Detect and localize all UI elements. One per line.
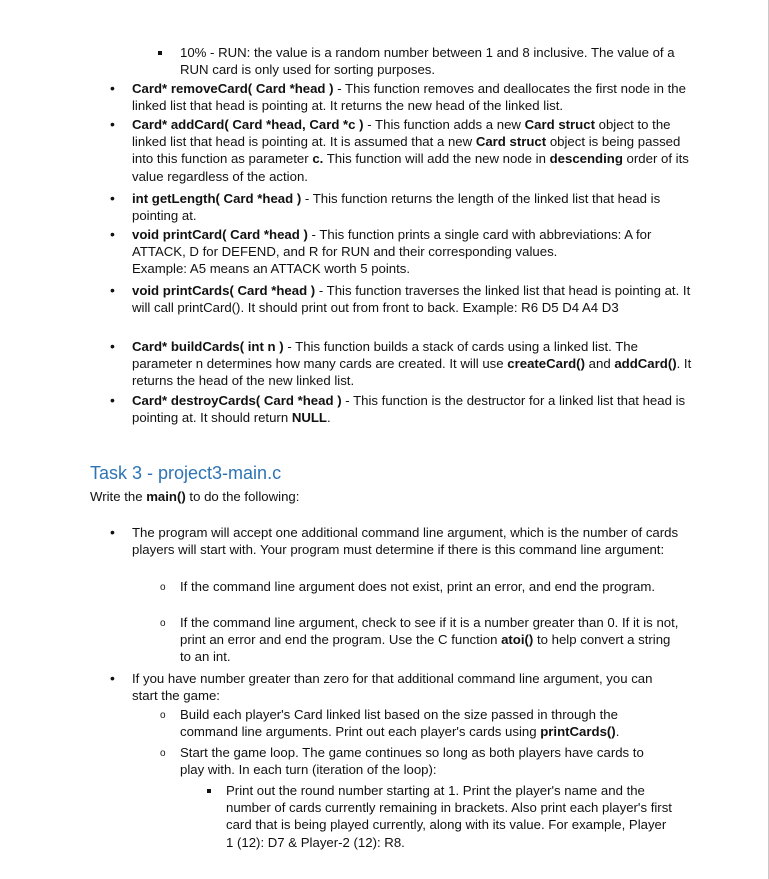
fn-add-card <box>132 116 692 185</box>
bold-term: addCard() <box>614 356 677 372</box>
fn-signature: Card* destroyCards( Card *head ) <box>132 393 342 408</box>
bold-term: descending <box>549 151 623 167</box>
sub-text: . <box>615 724 620 740</box>
intro-text: Write the <box>90 489 147 504</box>
bold-term: Card struct <box>475 134 547 150</box>
task3-bullet-1: The program will accept one additional command line argument, which is the number of cards players will start with. Your program must determine if there is this command line argument: <box>132 525 679 558</box>
task3-intro <box>90 488 299 505</box>
bold-term: c. <box>312 151 324 167</box>
fn-print-cards <box>132 282 692 316</box>
fn-description: object is being passed into this function as parameter <box>132 134 681 167</box>
task3-bullet-2-sub-1 <box>180 706 650 740</box>
fn-signature: Card* addCard( Card *head, Card *c ) <box>132 117 364 132</box>
fn-build-cards <box>132 338 692 390</box>
fn-signature: void printCards( Card *head ) <box>132 283 316 298</box>
sub-text: to help convert a string to an int. <box>180 632 671 665</box>
bold-term: NULL <box>291 410 327 426</box>
fn-description: - This function prints a single card with abbreviations: A for ATTACK, D for DEFEND, and R for RUN and their corresponding values. <box>132 227 652 260</box>
fn-description: - This function is the destructor for a linked list that head is pointing at. It should return <box>132 393 686 426</box>
fn-remove-card <box>132 80 692 114</box>
bold-term: atoi() <box>501 632 534 648</box>
fn-description: order of its value regardless of the action. <box>132 151 689 184</box>
bold-term: main() <box>146 489 186 504</box>
fn-description: - This function adds a new <box>363 117 525 132</box>
fn-description: . It returns the head of the new linked list. <box>132 356 692 389</box>
task3-bullet-2-sub-2: Start the game loop. The game continues so long as both players have cards to play with. In each turn (iteration of the loop): <box>180 745 644 778</box>
sub-text: Build each player's Card linked list based on the size passed in through the command line arguments. Print out each player's cards using <box>180 707 618 740</box>
bold-term: Card struct <box>524 117 595 132</box>
intro-text: to do the following: <box>185 489 300 504</box>
task3-heading: Task 3 - project3-main.c <box>90 463 282 483</box>
bold-term: createCard() <box>507 356 585 372</box>
fn-description: - This function builds a stack of cards using a linked list. The parameter n determines how many cards are created. It will use <box>132 339 638 372</box>
run-text: 10% - RUN: the value is a random number between 1 and 8 inclusive. The value of a RUN card is only used for sorting purposes. <box>180 45 675 78</box>
fn-description: - This function traverses the linked list that head is pointing at. It will call printCard(). It should print out from front to back. Example: R6 D5 D4 A4 D3 <box>132 283 691 316</box>
fn-description: - This function removes and deallocates the first node in the linked list that head is pointing at. It returns the new head of the linked list. <box>132 81 686 114</box>
fn-get-length <box>132 190 692 224</box>
task3-bullet-1-sub-2 <box>180 614 680 666</box>
task3-bullet-2: If you have number greater than zero for that additional command line argument, you can start the game: <box>132 671 653 704</box>
sub-text: If the command line argument, check to see if it is a number greater than 0. If it is not, print an error and end the program. Use the C function <box>180 615 679 648</box>
fn-signature: Card* buildCards( int n ) <box>132 339 284 354</box>
bold-term: printCards() <box>540 724 616 740</box>
fn-description: - This function returns the length of the linked list that head is pointing at. <box>132 191 661 224</box>
task3-bullet-1-sub-1: If the command line argument does not exist, print an error, and end the program. <box>180 579 656 594</box>
task3-bullet-2-sub-2-detail: Print out the round number starting at 1. Print the player's name and the number of cards currently remaining in brackets. Also print each player's first card that is being played currently, along with its value. For example, Player 1 (12): D7 & Player-2 (12): R8. <box>226 783 672 850</box>
fn-destroy-cards <box>132 392 692 426</box>
fn-description: . <box>327 410 331 426</box>
fn-description: and <box>584 356 615 372</box>
fn-signature: int getLength( Card *head ) <box>132 191 302 206</box>
fn-signature: Card* removeCard( Card *head ) <box>132 81 334 96</box>
fn-signature: void printCard( Card *head ) <box>132 227 308 242</box>
fn-description: object to the linked list that head is pointing at. It is assumed that a new <box>132 117 671 150</box>
fn-example: Example: A5 means an ATTACK worth 5 points. <box>132 261 411 277</box>
fn-description: This function will add the new node in <box>323 151 550 167</box>
fn-print-card <box>132 226 692 278</box>
square-bullet-icon <box>158 44 162 61</box>
